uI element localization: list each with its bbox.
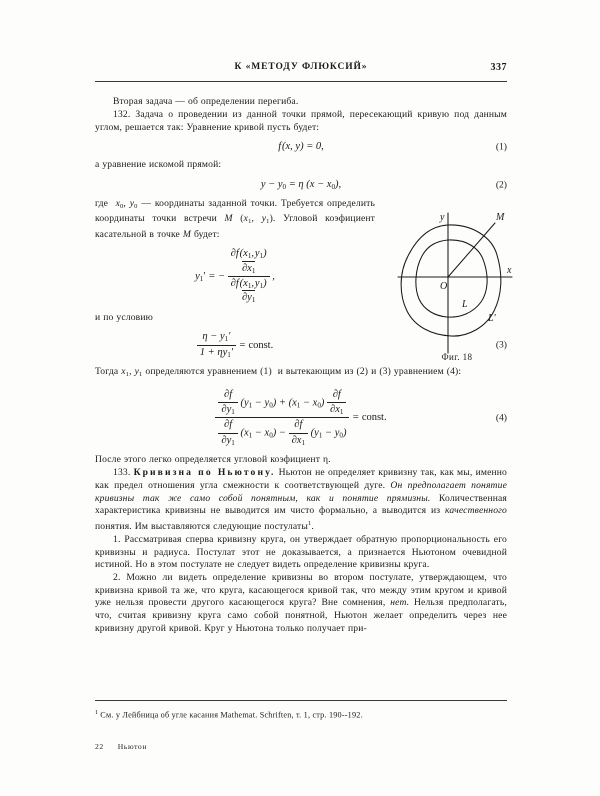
paragraph-intro: Вторая задача — об определении перегиба. xyxy=(113,96,299,107)
footnote-reference-1: 1 xyxy=(307,519,312,527)
footnote-1 xyxy=(95,707,507,721)
footnote-rule xyxy=(95,700,507,701)
paragraph-133-italic-1: Он предполагает понятие кривизны так же само собой понятным, как и понятие прямизны. xyxy=(95,479,507,504)
equation-1-tag: (1) xyxy=(495,141,507,153)
paragraph-133-text-d: понятия. Им выставляются следующие постулаты xyxy=(95,520,308,532)
equation-1-body: f (x, y) = 0, xyxy=(278,141,324,153)
paragraph-133-text-c: Количественная характеристика кривизны не выводится им чисто формально, а выводится из xyxy=(95,492,507,517)
equation-4 xyxy=(95,389,507,448)
paragraph-condition: и по условию xyxy=(95,311,153,323)
footnote-marker: 1 xyxy=(95,709,99,716)
footnote-text: См. у Лейбница об угле касания Mathemat. Schriften, т. 1, стр. 190--192. xyxy=(100,710,363,720)
paragraph-then: Тогда $x_1$, $y_1$ определяются уравнением (1) и вытекающим из (2) и (3) уравнением (4): xyxy=(95,366,462,379)
figure-label-y: y xyxy=(440,212,445,223)
postulate-2-italic: нет xyxy=(390,597,407,609)
equation-2 xyxy=(95,179,507,191)
equation-4-body: $\frac{\partial f}{\partial y_1}$ $(y_1 - y_0) + (x_1 - x_0)$ $\frac{\partial f}{\partial x_1}$ $\frac{\partial f}{\partial y_1}$ $(x_1 - x_0)$ − $\frac{\partial f}{\partial x_1}$ $(y_1 - y_0)$ = const. xyxy=(215,389,386,448)
page-number: 337 xyxy=(490,62,507,73)
body-column xyxy=(95,96,507,636)
postulate-2-text-b: . Нельзя предполагать, что, считая кривизну круга само собой понятной, Ньютон желает определить через нее кривизну другой кривой. Круг у Ньютона только получает при- xyxy=(95,597,507,634)
running-head xyxy=(95,62,507,78)
paragraph-postulate-1: 1. Рассматривая сперва кривизну круга, он утверждает обратную пропорциональность его кривизны и радиуса. Постулат этот не доказывается, а признается Ньютоном очевидной истиной. Но в этом постулате не следует видеть определение кривизны круга. xyxy=(95,534,507,571)
equation-2-tag: (2) xyxy=(495,179,507,191)
equation-3 xyxy=(95,331,507,359)
paragraph-after-eq4: После этого легко определяется угловой коэфициент η. xyxy=(95,454,331,466)
equation-tangent xyxy=(95,248,507,305)
running-head-title: К «МЕТОДУ ФЛЮКСИЙ» xyxy=(234,62,368,72)
equation-1 xyxy=(95,141,507,152)
signature-line xyxy=(95,742,507,751)
figure-label-l-prime: L' xyxy=(488,313,496,324)
paragraph-after-eq1: а уравнение искомой прямой: xyxy=(95,159,222,171)
paragraph-132: 132. Задача о проведении из данной точки прямой, пересекающий кривую под данным углом, решается так: Уравнение кривой пусть будет: xyxy=(95,109,507,133)
paragraph-133-number: 133. xyxy=(113,467,134,479)
paragraph-133-italic-2: качественного xyxy=(444,505,507,517)
equation-2-body: $y - y_0 = \eta$ $(x - x_0)$, xyxy=(260,178,342,191)
postulate-2-text-a: 2. Можно ли видеть определение кривизны во втором постулате, утверждающем, что кривизна кривой та же, что круга, касающегося кривой так, что между этим кругом и кривой уже нельзя провести другого касающегося круга? Вне сомнения, xyxy=(95,572,507,609)
signature-text: Ньютон xyxy=(117,742,147,751)
equation-4-tag: (4) xyxy=(495,412,507,424)
header-rule xyxy=(95,81,507,82)
paragraph-133 xyxy=(95,467,507,533)
paragraph-133-text-e: . xyxy=(311,520,314,532)
equation-tangent-body: $y_1'$ = − ∂f ($x_1$, $y_1$) $\partial x_1$ ∂f ($x_1$, $y_1$) $\partial y_1$ , xyxy=(195,248,275,305)
figure-caption: Фиг. 18 xyxy=(441,352,473,362)
paragraph-after-eq2: где $x_0$, $y_0$ — координаты заданной точки. Требуется определить координаты точки встречи M ($x_1$, $y_1$). Угловой коэфициент касательной в точке M будет: xyxy=(95,197,376,240)
equation-3-tag: (3) xyxy=(495,339,507,351)
figure-label-l: L xyxy=(462,299,468,310)
paragraph-133-text-b: Ньютон не определяет кривизну так, как мы, именно как предел отношения угла смежности к соответствующей дуге. xyxy=(95,467,507,491)
equation-3-body: $\frac{\eta - y_1'}{1 + \eta y_1'}$ = const. xyxy=(197,331,273,359)
paragraph-postulate-2 xyxy=(95,572,507,635)
paragraph-133-heading: Кривизна по Ньютону. xyxy=(133,467,276,479)
figure-label-m: M xyxy=(496,212,505,223)
figure-label-x: x xyxy=(507,265,512,276)
figure-label-origin: O xyxy=(440,281,448,292)
signature-number: 22 xyxy=(95,742,104,751)
